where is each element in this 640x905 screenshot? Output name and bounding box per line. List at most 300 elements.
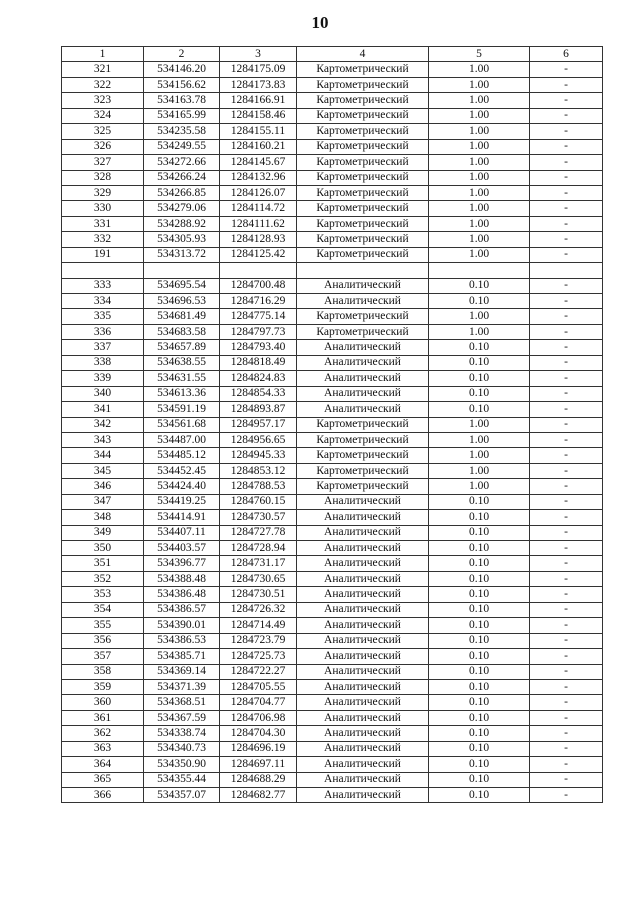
table-row bbox=[62, 710, 603, 725]
y-coordinate-cell: 1284760.15 bbox=[220, 494, 297, 509]
table-row bbox=[62, 371, 603, 386]
description-cell: - bbox=[530, 386, 603, 401]
y-coordinate-cell: 1284730.65 bbox=[220, 571, 297, 586]
method-cell: Картометрический bbox=[297, 77, 429, 92]
table-row bbox=[62, 139, 603, 154]
description-cell: - bbox=[530, 294, 603, 309]
table-row bbox=[62, 201, 603, 216]
description-cell: - bbox=[530, 324, 603, 339]
point-number-cell: 366 bbox=[62, 788, 144, 803]
table-row bbox=[62, 633, 603, 648]
table-row bbox=[62, 185, 603, 200]
table-row bbox=[62, 108, 603, 123]
y-coordinate-cell: 1284793.40 bbox=[220, 340, 297, 355]
method-cell: Аналитический bbox=[297, 541, 429, 556]
method-cell: Аналитический bbox=[297, 772, 429, 787]
accuracy-cell: 0.10 bbox=[429, 371, 530, 386]
accuracy-cell: 1.00 bbox=[429, 124, 530, 139]
x-coordinate-cell: 534681.49 bbox=[144, 309, 220, 324]
x-coordinate-cell: 534414.91 bbox=[144, 510, 220, 525]
method-cell: Картометрический bbox=[297, 201, 429, 216]
description-cell: - bbox=[530, 587, 603, 602]
accuracy-cell: 1.00 bbox=[429, 93, 530, 108]
accuracy-cell: 0.10 bbox=[429, 618, 530, 633]
point-number-cell: 338 bbox=[62, 355, 144, 370]
accuracy-cell: 0.10 bbox=[429, 788, 530, 803]
y-coordinate-cell: 1284797.73 bbox=[220, 324, 297, 339]
accuracy-cell: 0.10 bbox=[429, 494, 530, 509]
table-row bbox=[62, 463, 603, 478]
table-row bbox=[62, 741, 603, 756]
point-number-cell: 340 bbox=[62, 386, 144, 401]
y-coordinate-cell: 1284696.19 bbox=[220, 741, 297, 756]
description-cell: - bbox=[530, 232, 603, 247]
point-number-cell: 364 bbox=[62, 757, 144, 772]
y-coordinate-cell: 1284175.09 bbox=[220, 62, 297, 77]
point-number-cell: 356 bbox=[62, 633, 144, 648]
accuracy-cell: 0.10 bbox=[429, 772, 530, 787]
description-cell: - bbox=[530, 247, 603, 262]
point-number-cell: 362 bbox=[62, 726, 144, 741]
description-cell: - bbox=[530, 77, 603, 92]
table-row bbox=[62, 772, 603, 787]
x-coordinate-cell: 534487.00 bbox=[144, 432, 220, 447]
y-coordinate-cell: 1284730.57 bbox=[220, 510, 297, 525]
table-row bbox=[62, 602, 603, 617]
method-cell: Картометрический bbox=[297, 309, 429, 324]
x-coordinate-cell: 534350.90 bbox=[144, 757, 220, 772]
method-cell: Картометрический bbox=[297, 155, 429, 170]
method-cell: Картометрический bbox=[297, 247, 429, 262]
point-number-cell: 349 bbox=[62, 525, 144, 540]
accuracy-cell: 1.00 bbox=[429, 62, 530, 77]
x-coordinate-cell: 534386.53 bbox=[144, 633, 220, 648]
table-row bbox=[62, 432, 603, 447]
point-number-cell: 354 bbox=[62, 602, 144, 617]
table-row bbox=[62, 355, 603, 370]
point-number-cell: 352 bbox=[62, 571, 144, 586]
point-number-cell: 341 bbox=[62, 402, 144, 417]
description-cell: - bbox=[530, 185, 603, 200]
y-coordinate-cell: 1284788.53 bbox=[220, 479, 297, 494]
description-cell: - bbox=[530, 556, 603, 571]
method-cell: Картометрический bbox=[297, 93, 429, 108]
accuracy-cell: 1.00 bbox=[429, 139, 530, 154]
point-number-cell: 330 bbox=[62, 201, 144, 216]
method-cell: Картометрический bbox=[297, 232, 429, 247]
y-coordinate-cell: 1284166.91 bbox=[220, 93, 297, 108]
accuracy-cell: 0.10 bbox=[429, 695, 530, 710]
point-number-cell: 351 bbox=[62, 556, 144, 571]
description-cell: - bbox=[530, 695, 603, 710]
description-cell: - bbox=[530, 479, 603, 494]
accuracy-cell: 0.10 bbox=[429, 587, 530, 602]
description-cell: - bbox=[530, 772, 603, 787]
point-number-cell: 327 bbox=[62, 155, 144, 170]
x-coordinate-cell: 534367.59 bbox=[144, 710, 220, 725]
x-coordinate-cell bbox=[144, 263, 220, 278]
y-coordinate-cell: 1284682.77 bbox=[220, 788, 297, 803]
table-row bbox=[62, 757, 603, 772]
description-cell: - bbox=[530, 602, 603, 617]
point-number-cell: 336 bbox=[62, 324, 144, 339]
table-row bbox=[62, 93, 603, 108]
accuracy-cell: 1.00 bbox=[429, 170, 530, 185]
point-number-cell: 344 bbox=[62, 448, 144, 463]
column-header-2: 2 bbox=[144, 47, 220, 62]
point-number-cell: 321 bbox=[62, 62, 144, 77]
accuracy-cell: 0.10 bbox=[429, 710, 530, 725]
column-header-4: 4 bbox=[297, 47, 429, 62]
point-number-cell: 333 bbox=[62, 278, 144, 293]
table-row bbox=[62, 124, 603, 139]
table-row bbox=[62, 448, 603, 463]
accuracy-cell: 0.10 bbox=[429, 402, 530, 417]
point-number-cell: 335 bbox=[62, 309, 144, 324]
point-number-cell: 357 bbox=[62, 649, 144, 664]
x-coordinate-cell: 534266.85 bbox=[144, 185, 220, 200]
point-number-cell: 191 bbox=[62, 247, 144, 262]
point-number-cell: 337 bbox=[62, 340, 144, 355]
method-cell: Аналитический bbox=[297, 679, 429, 694]
accuracy-cell: 0.10 bbox=[429, 525, 530, 540]
description-cell: - bbox=[530, 170, 603, 185]
point-number-cell: 350 bbox=[62, 541, 144, 556]
method-cell: Аналитический bbox=[297, 386, 429, 401]
table-row bbox=[62, 788, 603, 803]
method-cell: Аналитический bbox=[297, 355, 429, 370]
table-row bbox=[62, 62, 603, 77]
x-coordinate-cell: 534266.24 bbox=[144, 170, 220, 185]
y-coordinate-cell: 1284714.49 bbox=[220, 618, 297, 633]
table-header-row bbox=[62, 47, 603, 62]
method-cell: Аналитический bbox=[297, 710, 429, 725]
method-cell: Аналитический bbox=[297, 633, 429, 648]
accuracy-cell: 0.10 bbox=[429, 541, 530, 556]
x-coordinate-cell: 534357.07 bbox=[144, 788, 220, 803]
x-coordinate-cell: 534696.53 bbox=[144, 294, 220, 309]
description-cell: - bbox=[530, 633, 603, 648]
x-coordinate-cell: 534396.77 bbox=[144, 556, 220, 571]
point-number-cell: 353 bbox=[62, 587, 144, 602]
accuracy-cell: 0.10 bbox=[429, 278, 530, 293]
point-number-cell: 363 bbox=[62, 741, 144, 756]
accuracy-cell: 1.00 bbox=[429, 309, 530, 324]
description-cell: - bbox=[530, 201, 603, 216]
accuracy-cell: 0.10 bbox=[429, 510, 530, 525]
description-cell: - bbox=[530, 494, 603, 509]
method-cell: Картометрический bbox=[297, 62, 429, 77]
point-number-cell: 323 bbox=[62, 93, 144, 108]
accuracy-cell: 1.00 bbox=[429, 155, 530, 170]
description-cell: - bbox=[530, 402, 603, 417]
accuracy-cell: 0.10 bbox=[429, 294, 530, 309]
method-cell: Аналитический bbox=[297, 278, 429, 293]
x-coordinate-cell: 534561.68 bbox=[144, 417, 220, 432]
x-coordinate-cell: 534369.14 bbox=[144, 664, 220, 679]
method-cell: Картометрический bbox=[297, 479, 429, 494]
x-coordinate-cell: 534340.73 bbox=[144, 741, 220, 756]
method-cell: Аналитический bbox=[297, 649, 429, 664]
table-row bbox=[62, 386, 603, 401]
y-coordinate-cell: 1284956.65 bbox=[220, 432, 297, 447]
method-cell: Аналитический bbox=[297, 294, 429, 309]
x-coordinate-cell: 534288.92 bbox=[144, 216, 220, 231]
x-coordinate-cell: 534386.57 bbox=[144, 602, 220, 617]
x-coordinate-cell: 534163.78 bbox=[144, 93, 220, 108]
y-coordinate-cell: 1284728.94 bbox=[220, 541, 297, 556]
method-cell: Картометрический bbox=[297, 216, 429, 231]
method-cell: Картометрический bbox=[297, 324, 429, 339]
y-coordinate-cell: 1284731.17 bbox=[220, 556, 297, 571]
method-cell: Аналитический bbox=[297, 340, 429, 355]
x-coordinate-cell: 534386.48 bbox=[144, 587, 220, 602]
point-number-cell: 348 bbox=[62, 510, 144, 525]
x-coordinate-cell: 534305.93 bbox=[144, 232, 220, 247]
accuracy-cell: 0.10 bbox=[429, 633, 530, 648]
column-header-3: 3 bbox=[220, 47, 297, 62]
x-coordinate-cell: 534338.74 bbox=[144, 726, 220, 741]
x-coordinate-cell: 534452.45 bbox=[144, 463, 220, 478]
description-cell: - bbox=[530, 679, 603, 694]
table-row bbox=[62, 77, 603, 92]
column-header-5: 5 bbox=[429, 47, 530, 62]
description-cell: - bbox=[530, 757, 603, 772]
point-number-cell: 339 bbox=[62, 371, 144, 386]
accuracy-cell: 0.10 bbox=[429, 664, 530, 679]
accuracy-cell: 1.00 bbox=[429, 417, 530, 432]
method-cell bbox=[297, 263, 429, 278]
point-number-cell: 331 bbox=[62, 216, 144, 231]
method-cell: Картометрический bbox=[297, 417, 429, 432]
description-cell: - bbox=[530, 448, 603, 463]
description-cell: - bbox=[530, 371, 603, 386]
method-cell: Аналитический bbox=[297, 510, 429, 525]
table-row bbox=[62, 294, 603, 309]
method-cell: Аналитический bbox=[297, 741, 429, 756]
y-coordinate-cell: 1284706.98 bbox=[220, 710, 297, 725]
accuracy-cell: 1.00 bbox=[429, 185, 530, 200]
point-number-cell: 334 bbox=[62, 294, 144, 309]
y-coordinate-cell: 1284160.21 bbox=[220, 139, 297, 154]
method-cell: Картометрический bbox=[297, 463, 429, 478]
accuracy-cell: 0.10 bbox=[429, 757, 530, 772]
description-cell: - bbox=[530, 525, 603, 540]
x-coordinate-cell: 534235.58 bbox=[144, 124, 220, 139]
description-cell: - bbox=[530, 124, 603, 139]
accuracy-cell: 0.10 bbox=[429, 679, 530, 694]
y-coordinate-cell: 1284128.93 bbox=[220, 232, 297, 247]
table-row bbox=[62, 170, 603, 185]
x-coordinate-cell: 534279.06 bbox=[144, 201, 220, 216]
point-number-cell: 355 bbox=[62, 618, 144, 633]
y-coordinate-cell: 1284704.77 bbox=[220, 695, 297, 710]
table-row bbox=[62, 402, 603, 417]
method-cell: Аналитический bbox=[297, 587, 429, 602]
table-row bbox=[62, 571, 603, 586]
y-coordinate-cell: 1284854.33 bbox=[220, 386, 297, 401]
table-row bbox=[62, 618, 603, 633]
y-coordinate-cell: 1284824.83 bbox=[220, 371, 297, 386]
method-cell: Картометрический bbox=[297, 139, 429, 154]
y-coordinate-cell: 1284775.14 bbox=[220, 309, 297, 324]
x-coordinate-cell: 534368.51 bbox=[144, 695, 220, 710]
column-header-6: 6 bbox=[530, 47, 603, 62]
x-coordinate-cell: 534403.57 bbox=[144, 541, 220, 556]
x-coordinate-cell: 534390.01 bbox=[144, 618, 220, 633]
x-coordinate-cell: 534657.89 bbox=[144, 340, 220, 355]
y-coordinate-cell: 1284716.29 bbox=[220, 294, 297, 309]
point-number-cell: 332 bbox=[62, 232, 144, 247]
x-coordinate-cell: 534419.25 bbox=[144, 494, 220, 509]
table-row bbox=[62, 479, 603, 494]
point-number-cell: 328 bbox=[62, 170, 144, 185]
description-cell: - bbox=[530, 432, 603, 447]
y-coordinate-cell: 1284125.42 bbox=[220, 247, 297, 262]
x-coordinate-cell: 534591.19 bbox=[144, 402, 220, 417]
y-coordinate-cell: 1284893.87 bbox=[220, 402, 297, 417]
description-cell: - bbox=[530, 726, 603, 741]
description-cell: - bbox=[530, 463, 603, 478]
description-cell: - bbox=[530, 618, 603, 633]
table-row bbox=[62, 278, 603, 293]
accuracy-cell: 0.10 bbox=[429, 602, 530, 617]
x-coordinate-cell: 534683.58 bbox=[144, 324, 220, 339]
method-cell: Аналитический bbox=[297, 695, 429, 710]
point-number-cell: 346 bbox=[62, 479, 144, 494]
x-coordinate-cell: 534313.72 bbox=[144, 247, 220, 262]
accuracy-cell: 0.10 bbox=[429, 741, 530, 756]
point-number-cell: 358 bbox=[62, 664, 144, 679]
table-row bbox=[62, 216, 603, 231]
y-coordinate-cell: 1284730.51 bbox=[220, 587, 297, 602]
accuracy-cell: 0.10 bbox=[429, 556, 530, 571]
description-cell bbox=[530, 263, 603, 278]
point-number-cell: 342 bbox=[62, 417, 144, 432]
table-row bbox=[62, 324, 603, 339]
description-cell: - bbox=[530, 541, 603, 556]
x-coordinate-cell: 534485.12 bbox=[144, 448, 220, 463]
point-number-cell: 322 bbox=[62, 77, 144, 92]
description-cell: - bbox=[530, 788, 603, 803]
method-cell: Картометрический bbox=[297, 448, 429, 463]
method-cell: Аналитический bbox=[297, 602, 429, 617]
description-cell: - bbox=[530, 216, 603, 231]
y-coordinate-cell: 1284111.62 bbox=[220, 216, 297, 231]
description-cell: - bbox=[530, 139, 603, 154]
description-cell: - bbox=[530, 355, 603, 370]
y-coordinate-cell: 1284853.12 bbox=[220, 463, 297, 478]
point-number-cell: 345 bbox=[62, 463, 144, 478]
table-row bbox=[62, 309, 603, 324]
accuracy-cell: 1.00 bbox=[429, 232, 530, 247]
description-cell: - bbox=[530, 62, 603, 77]
accuracy-cell: 1.00 bbox=[429, 479, 530, 494]
x-coordinate-cell: 534631.55 bbox=[144, 371, 220, 386]
method-cell: Картометрический bbox=[297, 124, 429, 139]
method-cell: Аналитический bbox=[297, 664, 429, 679]
point-number-cell: 360 bbox=[62, 695, 144, 710]
table-row bbox=[62, 541, 603, 556]
accuracy-cell: 0.10 bbox=[429, 386, 530, 401]
table-row bbox=[62, 556, 603, 571]
y-coordinate-cell bbox=[220, 263, 297, 278]
description-cell: - bbox=[530, 649, 603, 664]
y-coordinate-cell: 1284726.32 bbox=[220, 602, 297, 617]
table-row bbox=[62, 695, 603, 710]
description-cell: - bbox=[530, 155, 603, 170]
method-cell: Аналитический bbox=[297, 788, 429, 803]
point-number-cell: 326 bbox=[62, 139, 144, 154]
y-coordinate-cell: 1284700.48 bbox=[220, 278, 297, 293]
accuracy-cell: 1.00 bbox=[429, 448, 530, 463]
method-cell: Аналитический bbox=[297, 757, 429, 772]
x-coordinate-cell: 534388.48 bbox=[144, 571, 220, 586]
description-cell: - bbox=[530, 340, 603, 355]
y-coordinate-cell: 1284705.55 bbox=[220, 679, 297, 694]
method-cell: Аналитический bbox=[297, 371, 429, 386]
point-number-cell: 329 bbox=[62, 185, 144, 200]
method-cell: Аналитический bbox=[297, 556, 429, 571]
description-cell: - bbox=[530, 741, 603, 756]
accuracy-cell: 1.00 bbox=[429, 463, 530, 478]
x-coordinate-cell: 534385.71 bbox=[144, 649, 220, 664]
x-coordinate-cell: 534249.55 bbox=[144, 139, 220, 154]
accuracy-cell bbox=[429, 263, 530, 278]
table-row bbox=[62, 232, 603, 247]
table-row bbox=[62, 510, 603, 525]
accuracy-cell: 1.00 bbox=[429, 324, 530, 339]
accuracy-cell: 1.00 bbox=[429, 108, 530, 123]
method-cell: Картометрический bbox=[297, 185, 429, 200]
point-number-cell: 343 bbox=[62, 432, 144, 447]
y-coordinate-cell: 1284155.11 bbox=[220, 124, 297, 139]
table-row bbox=[62, 494, 603, 509]
description-cell: - bbox=[530, 510, 603, 525]
y-coordinate-cell: 1284688.29 bbox=[220, 772, 297, 787]
y-coordinate-cell: 1284945.33 bbox=[220, 448, 297, 463]
accuracy-cell: 1.00 bbox=[429, 432, 530, 447]
column-header-1: 1 bbox=[62, 47, 144, 62]
x-coordinate-cell: 534371.39 bbox=[144, 679, 220, 694]
table-row bbox=[62, 679, 603, 694]
description-cell: - bbox=[530, 571, 603, 586]
accuracy-cell: 0.10 bbox=[429, 355, 530, 370]
x-coordinate-cell: 534424.40 bbox=[144, 479, 220, 494]
y-coordinate-cell: 1284697.11 bbox=[220, 757, 297, 772]
y-coordinate-cell: 1284723.79 bbox=[220, 633, 297, 648]
table-row bbox=[62, 726, 603, 741]
method-cell: Картометрический bbox=[297, 170, 429, 185]
method-cell: Аналитический bbox=[297, 571, 429, 586]
description-cell: - bbox=[530, 417, 603, 432]
x-coordinate-cell: 534355.44 bbox=[144, 772, 220, 787]
y-coordinate-cell: 1284704.30 bbox=[220, 726, 297, 741]
accuracy-cell: 0.10 bbox=[429, 571, 530, 586]
method-cell: Аналитический bbox=[297, 726, 429, 741]
accuracy-cell: 1.00 bbox=[429, 216, 530, 231]
point-number-cell: 324 bbox=[62, 108, 144, 123]
accuracy-cell: 1.00 bbox=[429, 201, 530, 216]
x-coordinate-cell: 534613.36 bbox=[144, 386, 220, 401]
point-number-cell bbox=[62, 263, 144, 278]
page-number: 10 bbox=[311, 13, 329, 32]
description-cell: - bbox=[530, 309, 603, 324]
method-cell: Картометрический bbox=[297, 108, 429, 123]
y-coordinate-cell: 1284132.96 bbox=[220, 170, 297, 185]
x-coordinate-cell: 534272.66 bbox=[144, 155, 220, 170]
coordinates-table bbox=[61, 46, 603, 803]
